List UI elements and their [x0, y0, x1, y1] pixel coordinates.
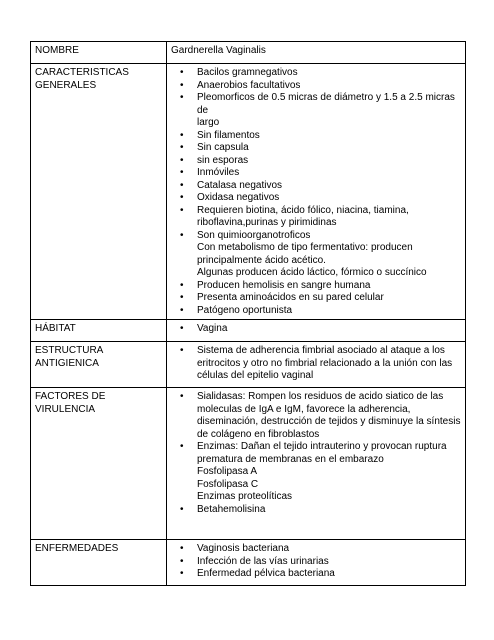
row-label-cell	[31, 388, 167, 540]
list-item-text: Producen hemolisis en sangre humana	[197, 279, 371, 291]
list-item-text: Con metabolismo de tipo fermentativo: producen principalmente ácido acético.	[197, 242, 413, 266]
list-item-text: Infección de las vías urinarias	[197, 555, 329, 567]
row-label-cell	[31, 540, 167, 586]
row-value-cell	[167, 342, 466, 388]
list-item	[197, 345, 461, 383]
info-table	[30, 41, 466, 586]
list-item	[197, 130, 461, 143]
list-item	[197, 180, 461, 193]
table-row-enfermedades	[31, 540, 466, 586]
table-row-nombre	[31, 42, 466, 64]
list-item-text: Oxidasa negativos	[197, 192, 280, 203]
list-item-text: Fosfolipasa C	[197, 478, 259, 490]
list-item-text: Catalasa negativos	[197, 179, 283, 191]
list-item-text: Enzimas: Dañan el tejido intrauterino y provocan ruptura prematura de membranas en el embarazo	[197, 441, 447, 465]
list-item-text: Enzimas proteolíticas	[197, 491, 293, 502]
list-item-text: Bacilos gramnegativos	[197, 67, 298, 78]
table-row-estructura	[31, 342, 466, 388]
row-label-cell	[31, 64, 167, 320]
list-item-text: Pleomorficos de 0.5 micras de diámetro y 1.5 a 2.5 micras de largo	[197, 92, 455, 128]
table-row-factores	[31, 388, 466, 540]
list-item	[197, 504, 461, 517]
row-value-cell	[167, 388, 466, 540]
list-item-text: Fosfolipasa A	[197, 466, 258, 477]
row-label: NOMBRE	[35, 45, 79, 56]
list-item	[197, 67, 461, 80]
list-item-text: Sin filamentos	[197, 129, 260, 141]
row-value-cell	[167, 540, 466, 586]
list-item	[197, 305, 461, 318]
list-item-text: Betahemolisina	[197, 503, 266, 515]
list-item	[197, 142, 461, 155]
list-item	[197, 323, 461, 336]
row-label: FACTORES DE VIRULENCIA	[35, 391, 106, 415]
row-value-cell	[167, 64, 466, 320]
list-item	[197, 568, 461, 581]
list-item-text: Anaerobios facultativos	[197, 79, 301, 91]
list-item	[197, 80, 461, 93]
list-item-text: Sistema de adherencia fimbrial asociado al ataque a los eritrocitos y otro no fimbrial relacionado a la unión con las células del epitelio vaginal	[197, 345, 453, 381]
list-item-text: Requieren biotina, ácido fólico, niacina, tiamina, riboflavina,purinas y pirimidinas	[197, 204, 409, 228]
list-item-text: Sialidasas: Rompen los residuos de acido siatico de las moleculas de IgA e IgM, favorece la adherencia, diseminación, destrucción de tejidos y disminuye la síntesis de colágeno en fibroblastos	[197, 391, 461, 440]
list-item	[197, 441, 461, 466]
organism-name: Gardnerella Vaginalis	[171, 45, 266, 56]
list-item-text: Vagina	[197, 323, 228, 334]
list-item	[197, 391, 461, 441]
list-item-continuation	[197, 267, 461, 280]
row-label-cell	[31, 342, 167, 388]
list-item-text: Enfermedad pélvica bacteriana	[197, 568, 335, 579]
list-item-text: Vaginosis bacteriana	[197, 543, 290, 554]
list-item	[197, 292, 461, 305]
list-item-continuation	[197, 466, 461, 479]
list-item	[197, 230, 461, 243]
list-item-text: Inmóviles	[197, 167, 240, 178]
row-value-cell	[167, 320, 466, 342]
bullet-list	[171, 391, 461, 516]
list-item	[197, 167, 461, 180]
list-item	[197, 192, 461, 205]
list-item-text: Patógeno oportunista	[197, 304, 293, 316]
bullet-list	[171, 323, 461, 336]
row-value-cell	[167, 42, 466, 64]
list-item	[197, 543, 461, 556]
list-item	[197, 155, 461, 168]
row-label-cell	[31, 320, 167, 342]
bullet-list	[171, 67, 461, 317]
row-label: ENFERMEDADES	[35, 543, 119, 554]
row-label: ESTRUCTURA ANTIGIENICA	[35, 345, 104, 369]
list-item-text: Sin capsula	[197, 142, 249, 153]
list-item	[197, 280, 461, 293]
bullet-list	[171, 345, 461, 383]
list-item-text: Son quimioorganotroficos	[197, 229, 311, 241]
list-item-continuation	[197, 491, 461, 504]
row-label: HÁBITAT	[35, 323, 76, 334]
bullet-list	[171, 543, 461, 581]
table-row-habitat	[31, 320, 466, 342]
row-label-cell	[31, 42, 167, 64]
list-item	[197, 92, 461, 130]
list-item-continuation	[197, 242, 461, 267]
list-item-text: Algunas producen ácido láctico, fórmico o succínico	[197, 267, 427, 278]
list-item-text: Presenta aminoácidos en su pared celular	[197, 292, 384, 303]
row-label: CARACTERISTICAS GENERALES	[35, 67, 129, 91]
list-item	[197, 205, 461, 230]
list-item	[197, 556, 461, 569]
list-item-text: sin esporas	[197, 154, 249, 166]
list-item-continuation	[197, 479, 461, 492]
table-row-caracteristicas	[31, 64, 466, 320]
